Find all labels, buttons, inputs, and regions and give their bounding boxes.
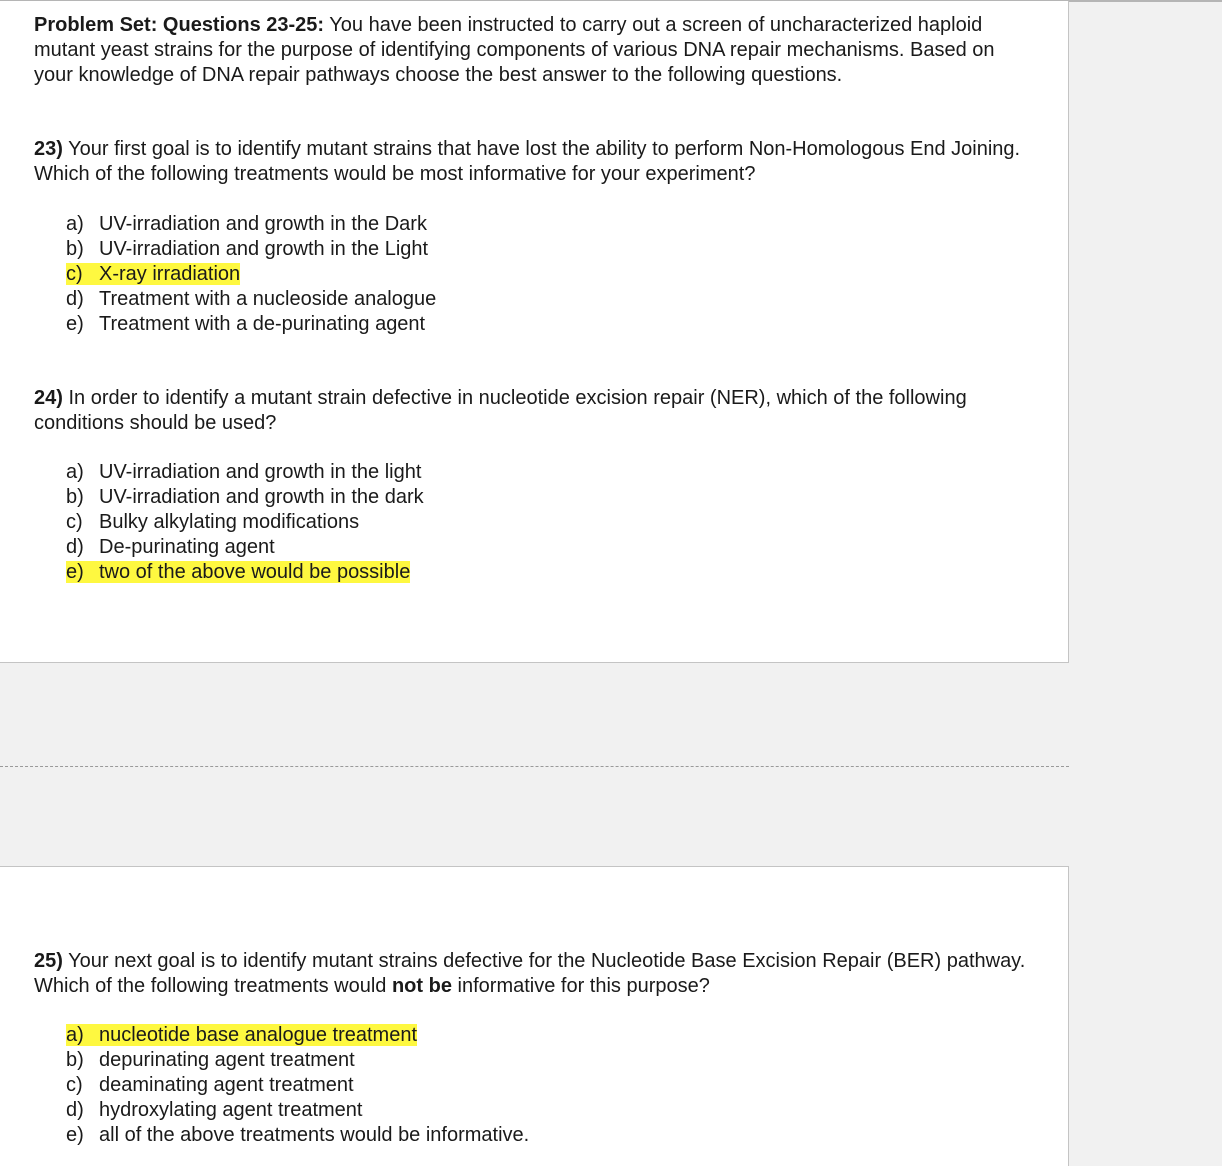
- option-text: depurinating agent treatment: [99, 1049, 355, 1071]
- answer-option: [66, 560, 424, 585]
- answer-text: [66, 511, 359, 533]
- answer-option: [66, 1023, 529, 1048]
- option-letter: b): [66, 238, 84, 260]
- option-text: two of the above would be possible: [99, 561, 411, 583]
- answer-text: [66, 1049, 355, 1071]
- question-24-options: [66, 460, 424, 585]
- highlighted-answer: [66, 561, 410, 583]
- option-letter: a): [66, 213, 84, 235]
- option-letter: b): [66, 486, 84, 508]
- answer-text: [66, 213, 427, 235]
- option-text: deaminating agent treatment: [99, 1074, 354, 1096]
- answer-option: [66, 1098, 529, 1123]
- answer-text: [66, 1099, 363, 1121]
- option-text: nucleotide base analogue treatment: [99, 1024, 418, 1046]
- answer-option: [66, 312, 436, 337]
- option-letter: d): [66, 288, 84, 310]
- answer-option: [66, 485, 424, 510]
- answer-option: [66, 1073, 529, 1098]
- answer-text: [66, 536, 275, 558]
- option-text: hydroxylating agent treatment: [99, 1099, 363, 1121]
- answer-option: [66, 1123, 529, 1148]
- answer-option: [66, 237, 436, 262]
- option-letter: b): [66, 1049, 84, 1071]
- question-23-text: Your first goal is to identify mutant strains that have lost the ability to perform Non-Homologous End Joining. Which of the following treatments would be most informative for your experiment?: [34, 138, 1021, 185]
- question-23: [34, 137, 1034, 187]
- question-25-options: [66, 1023, 529, 1148]
- option-text: X-ray irradiation: [99, 263, 241, 285]
- question-25-text-after: informative for this purpose?: [457, 974, 710, 997]
- option-letter: e): [66, 561, 84, 583]
- option-text: Treatment with a nucleoside analogue: [99, 288, 437, 310]
- answer-option: [66, 460, 424, 485]
- option-letter: c): [66, 1074, 83, 1096]
- option-letter: a): [66, 461, 84, 483]
- answer-option: [66, 510, 424, 535]
- option-letter: a): [66, 1024, 84, 1046]
- answer-text: [66, 288, 436, 310]
- option-letter: d): [66, 1099, 84, 1121]
- question-25: [34, 949, 1034, 999]
- question-25-number: 25): [34, 950, 63, 972]
- option-text: UV-irradiation and growth in the Light: [99, 238, 429, 260]
- question-24: [34, 386, 1034, 436]
- answer-option: [66, 287, 436, 312]
- highlighted-answer: [66, 1024, 417, 1046]
- answer-option: [66, 535, 424, 560]
- answer-text: [66, 313, 425, 335]
- answer-option: [66, 262, 436, 287]
- option-letter: e): [66, 1124, 84, 1146]
- option-text: Treatment with a de-purinating agent: [99, 313, 426, 335]
- option-text: De-purinating agent: [99, 536, 275, 558]
- option-letter: c): [66, 263, 83, 285]
- option-text: Bulky alkylating modifications: [99, 511, 360, 533]
- answer-text: [66, 1074, 354, 1096]
- option-letter: e): [66, 313, 84, 335]
- option-letter: c): [66, 511, 83, 533]
- answer-text: [66, 461, 421, 483]
- question-25-text-bold: not be: [391, 974, 452, 997]
- answer-option: [66, 1048, 529, 1073]
- intro-heading: Problem Set: Questions 23-25:: [34, 14, 325, 36]
- answer-text: [66, 486, 424, 508]
- question-25-text-before: Your next goal is to identify mutant strains defective for the Nucleotide Base Excision Repair (BER) pathway. Which of the following treatments would: [34, 950, 1026, 997]
- answer-option: [66, 212, 436, 237]
- intro-text: You have been instructed to carry out a screen of uncharacterized haploid mutant yeast strains for the purpose of identifying components of various DNA repair mechanisms. Based on your knowledge of DNA repair pathways choose the best answer to the following questions.: [34, 14, 995, 86]
- document-page-1: [0, 1, 1069, 663]
- answer-text: [66, 1124, 529, 1146]
- option-text: all of the above treatments would be informative.: [99, 1124, 530, 1146]
- question-23-options: [66, 212, 436, 337]
- intro-paragraph: [34, 13, 1034, 87]
- highlighted-answer: [66, 263, 240, 285]
- page-break-divider: [0, 766, 1069, 767]
- option-letter: d): [66, 536, 84, 558]
- question-23-number: 23): [34, 138, 63, 160]
- option-text: UV-irradiation and growth in the Dark: [99, 213, 427, 235]
- question-24-text: In order to identify a mutant strain defective in nucleotide excision repair (NER), which of the following conditions should be used?: [34, 387, 967, 434]
- option-text: UV-irradiation and growth in the dark: [99, 486, 424, 508]
- answer-text: [66, 238, 428, 260]
- option-text: UV-irradiation and growth in the light: [99, 461, 422, 483]
- question-24-number: 24): [34, 387, 63, 409]
- document-page-2: [0, 866, 1069, 1166]
